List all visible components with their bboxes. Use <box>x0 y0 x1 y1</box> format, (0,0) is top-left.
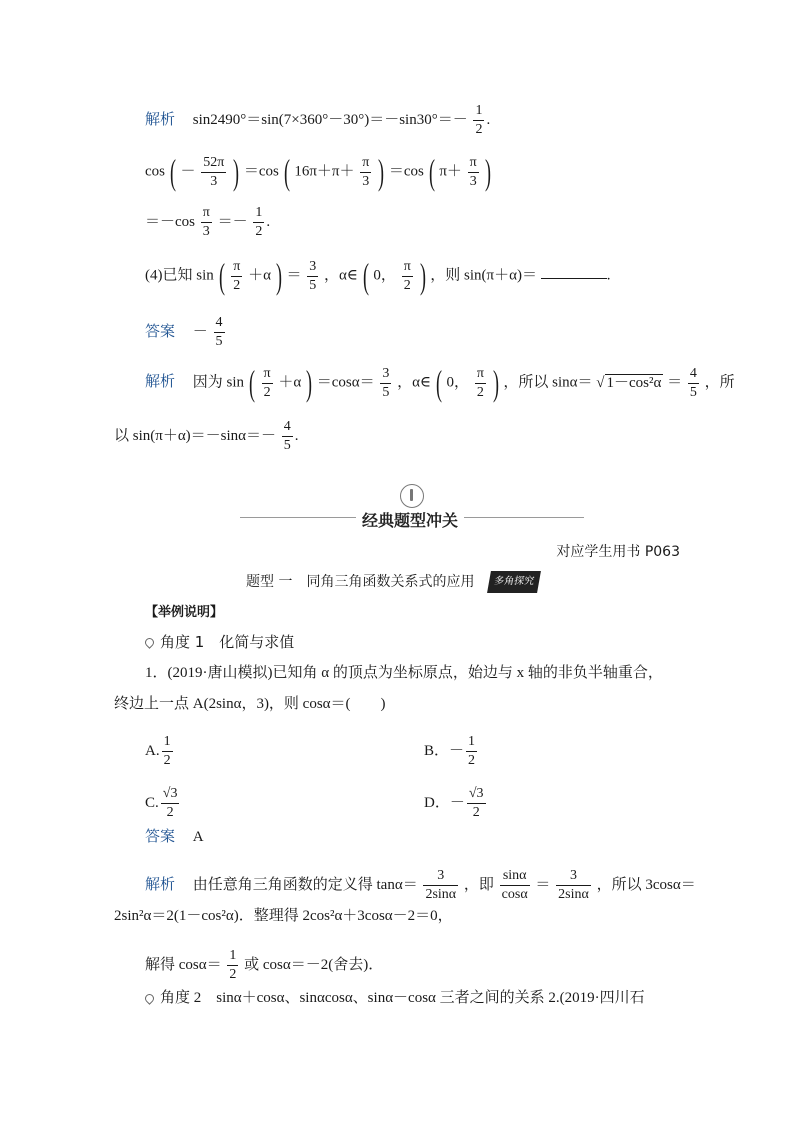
expr: ，所以 3cosα＝ <box>596 876 696 893</box>
fraction: $\frac{\sin\alpha}{\cos\alpha}$ <box>501 868 528 902</box>
fraction: $\frac{√3}{2}$ <box>468 786 484 820</box>
expr: 终边上一点 A(2sinα，3)，则 cosα＝( ) <box>114 696 386 712</box>
fraction: $\frac{1}{2}$ <box>255 205 263 239</box>
fraction: $\frac{1}{2}$ <box>163 734 171 768</box>
solution-label: 解析 <box>145 372 176 391</box>
solution-1b-line-2 <box>114 906 453 926</box>
solution-line-1: 解析 sin2490°＝sin(7×360°－30°)＝－sin30°＝－ $\frac{1}{2}$ . <box>145 103 491 137</box>
expr: ＋α <box>278 374 302 391</box>
option-label: B．－ <box>424 742 465 759</box>
angle-2-heading <box>145 988 645 1008</box>
expr: π＋ <box>439 163 462 180</box>
expr: 解得 cosα＝ <box>145 956 222 973</box>
expr: ＝－cos <box>145 213 195 230</box>
expr: ，α∈ <box>397 374 432 391</box>
expr: ，所 <box>704 374 735 391</box>
option-label: A. <box>145 742 160 759</box>
square-root: √ 1－cos²α <box>596 375 662 391</box>
option-c <box>145 785 181 822</box>
expr: ＝－ <box>217 213 248 230</box>
angle-label: 角度 2 sinα＋cosα、sinαcosα、sinα－cosα 三者之间的关系 2.(2019·四川石 <box>160 990 645 1006</box>
option-label: C. <box>145 794 159 811</box>
fraction: $\frac{3}{5}$ <box>309 258 317 293</box>
expr: 16π＋π＋ <box>294 163 355 180</box>
paren-left: ( <box>362 256 369 296</box>
book-reference: 对应学生用书 P063 <box>556 544 680 560</box>
solution-4-line-2: 以 sin(π＋α)＝－sinα＝－ $\frac{4}{5}$ . <box>114 419 299 453</box>
expr: ，则 sin(π＋α)＝ <box>430 267 537 284</box>
expr: － <box>192 323 208 340</box>
paren-right: ) <box>492 363 499 403</box>
problem-1-line-1 <box>145 663 663 683</box>
option-b <box>424 733 479 770</box>
expr: 0， <box>373 267 396 284</box>
solution-line-2 <box>145 152 492 192</box>
fraction: $\frac{1}{2}$ <box>475 103 483 137</box>
fraction: $\frac{1}{2}$ <box>229 948 237 982</box>
paren-right: ) <box>419 256 426 296</box>
expr: 0， <box>446 374 470 391</box>
paren-left: ( <box>435 363 442 403</box>
option-label: D．－ <box>424 794 465 811</box>
solution-1b-line-1 <box>145 867 696 904</box>
fraction: $\frac{3}{2\sin\alpha}$ <box>558 868 589 902</box>
problem-1-line-2 <box>114 694 386 714</box>
answer-value: A <box>192 829 204 845</box>
example-heading: 【举例说明】 <box>145 605 224 620</box>
paren-left: ( <box>428 152 435 192</box>
expr: ，α∈ <box>323 267 358 284</box>
paren-right: ) <box>305 363 312 403</box>
paren-right: ) <box>485 152 492 192</box>
solution-1b-line-3 <box>145 947 383 984</box>
type-label: 题型 一 同角三角函数关系式的应用 <box>246 574 475 590</box>
fraction: $\frac{\pi}{2}$ <box>263 365 271 400</box>
fraction: $\frac{\pi}{3}$ <box>202 205 210 239</box>
expr: cos <box>145 163 165 180</box>
fraction: $\frac{4}{5}$ <box>215 315 223 349</box>
multi-angle-badge: 多角探究 <box>487 571 541 593</box>
section-bulb-icon <box>400 484 424 508</box>
expr: ，即 <box>463 876 494 893</box>
expr: ＝cos <box>243 163 279 180</box>
expr: 1．(2019·唐山模拟)已知角 α 的顶点为坐标原点，始边与 x 轴的非负半轴重合， <box>145 665 663 681</box>
expr: ＝ <box>286 267 302 284</box>
answer-1 <box>145 826 204 847</box>
fraction: $\frac{\pi}{3}$ <box>469 154 477 189</box>
location-pin-icon <box>143 636 156 649</box>
question-type-heading <box>246 571 539 593</box>
fraction: $\frac{3}{2\sin\alpha}$ <box>425 868 457 902</box>
expr: ＝ <box>535 876 551 893</box>
question-4: (4)已知 sin ( $\frac{\pi}{2}$ ＋α ) ＝ $\frac{3}{5}$ ，α∈ ( 0， $\frac{\pi}{2}$ ) ，则 sin(π＋α)＝ . <box>145 256 611 296</box>
expr: ＋α <box>248 267 271 284</box>
expr: sin2490°＝sin(7×360°－30°)＝－sin30°＝－ <box>192 111 468 128</box>
expr: － <box>180 163 196 180</box>
expr: 由任意角三角函数的定义得 tanα＝ <box>192 876 418 893</box>
expr: ＝cosα＝ <box>316 374 375 391</box>
answer-4 <box>145 314 227 351</box>
section-title: 经典题型冲关 <box>356 508 464 531</box>
option-a <box>145 733 175 770</box>
solution-line-3: ＝－cos $\frac{\pi}{3}$ ＝－ $\frac{1}{2}$ . <box>145 205 271 239</box>
expr: ，所以 sinα＝ <box>503 374 593 391</box>
fraction: $\frac{3}{5}$ <box>382 365 390 400</box>
expr: 或 cosα＝－2(舍去)． <box>244 956 384 973</box>
expr: 因为 sin <box>192 374 245 391</box>
solution-label: 解析 <box>145 874 176 893</box>
answer-blank <box>541 264 607 279</box>
expr: ＝ <box>667 374 683 391</box>
answer-label: 答案 <box>145 827 176 845</box>
expr: 以 sin(π＋α)＝－sinα＝－ <box>114 427 277 444</box>
paren-left: ( <box>283 152 290 192</box>
divider-left <box>240 517 360 518</box>
fraction: $\frac{52\pi}{3}$ <box>203 154 225 189</box>
paren-right: ) <box>233 152 240 192</box>
fraction: $\frac{\pi}{2}$ <box>233 258 241 293</box>
solution-4-line-1 <box>145 363 735 403</box>
paren-left: ( <box>169 152 176 192</box>
option-d <box>424 785 488 822</box>
fraction: $\frac{\pi}{2}$ <box>476 365 484 400</box>
fraction: $\frac{4}{5}$ <box>689 365 697 400</box>
answer-label: 答案 <box>145 321 176 340</box>
expr: (4)已知 sin <box>145 267 214 284</box>
angle-1-heading <box>145 632 294 652</box>
expr: 2sin²α＝2(1－cos²α)．整理得 2cos²α＋3cosα－2＝0， <box>114 908 453 924</box>
fraction: $\frac{4}{5}$ <box>283 419 291 453</box>
fraction: $\frac{1}{2}$ <box>468 734 476 768</box>
angle-label: 角度 1 化简与求值 <box>160 633 295 651</box>
fraction: $\frac{\pi}{2}$ <box>403 258 411 293</box>
fraction: $\frac{\pi}{3}$ <box>362 154 370 189</box>
paren-right: ) <box>275 256 282 296</box>
divider-right <box>460 517 584 518</box>
location-pin-icon <box>143 992 156 1005</box>
paren-left: ( <box>248 363 255 403</box>
solution-label: 解析 <box>145 109 176 128</box>
paren-left: ( <box>218 256 225 296</box>
expr: ＝cos <box>388 163 424 180</box>
fraction: $\frac{√3}{2}$ <box>162 786 178 820</box>
paren-right: ) <box>378 152 385 192</box>
